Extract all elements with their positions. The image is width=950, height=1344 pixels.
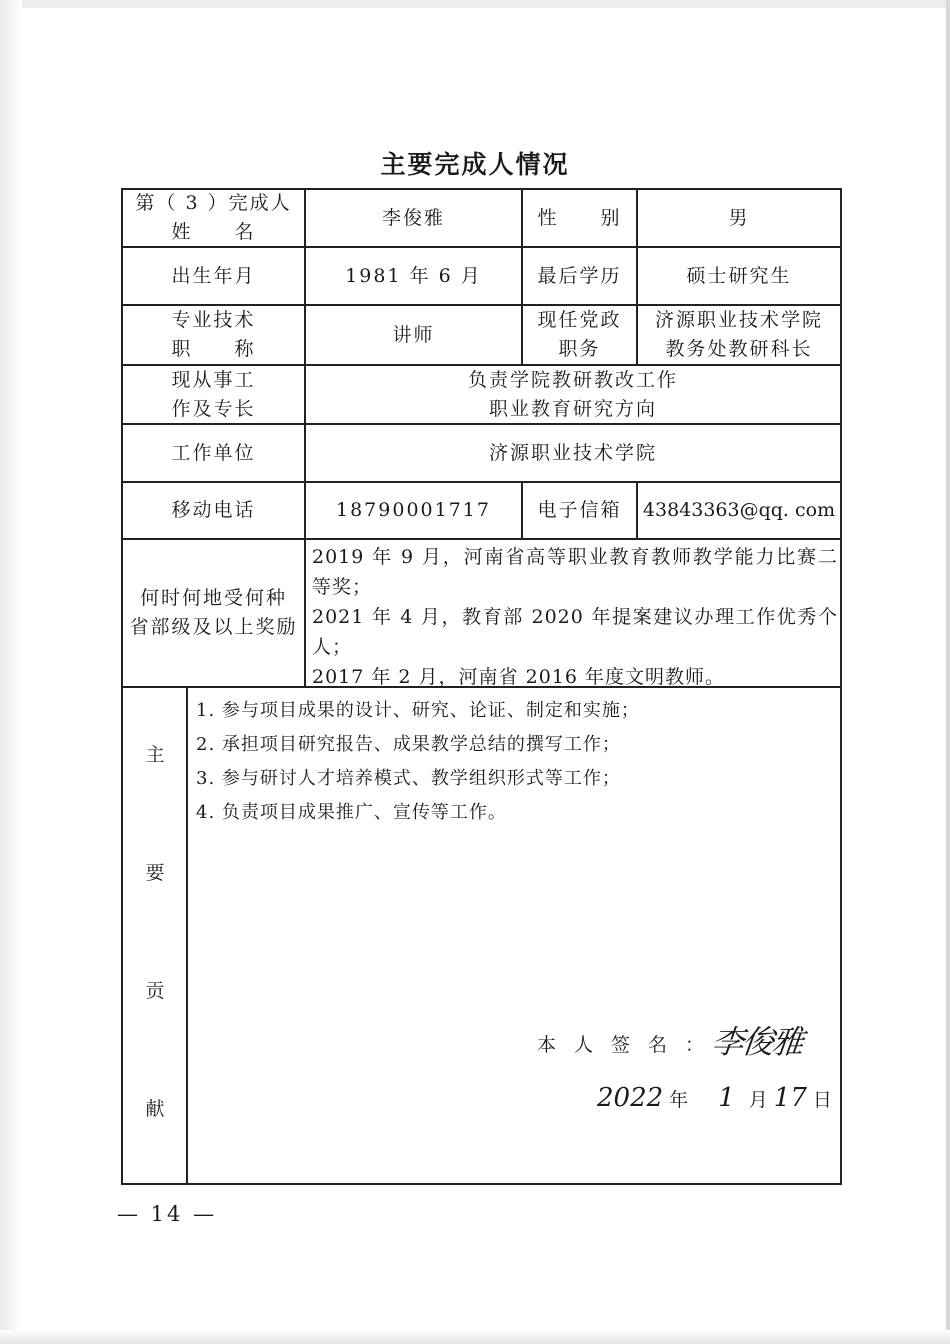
employer-label: 工作单位	[171, 441, 256, 464]
page-number: — 14 —	[117, 1202, 218, 1226]
position-label	[523, 306, 636, 364]
gender-value: 男	[728, 206, 750, 229]
email-value: 43843363@qq. com	[642, 499, 836, 521]
work-specialty-label-line1: 现从事工	[171, 368, 256, 391]
award-item: 2021 年 4 月，教育部 2020 年提案建议办理工作优秀个人；	[312, 606, 838, 658]
contribution-item: 3. 参与研讨人才培养模式、教学组织形式等工作；	[196, 768, 621, 789]
contribution-label-char: 献	[145, 1098, 165, 1120]
date-day: 17	[773, 1083, 807, 1113]
position-label-line1: 现任党政	[537, 309, 622, 331]
scan-edge-top	[0, 0, 950, 8]
position-value-line2: 教务处教研科长	[665, 338, 813, 360]
phone-value: 18790001717	[336, 499, 491, 521]
work-specialty-value-line1: 负责学院教研教改工作	[467, 368, 678, 391]
date-day-unit: 日	[812, 1089, 832, 1111]
work-specialty-label	[123, 366, 304, 423]
award-item: 2019 年 9 月，河南省高等职业教育教师教学能力比赛二等奖；	[312, 546, 838, 598]
awards-label-line2: 省部级及以上奖励	[129, 616, 298, 638]
date-month: 1	[718, 1083, 735, 1113]
education-label: 最后学历	[537, 264, 622, 287]
page-title: 主要完成人情况	[380, 150, 570, 179]
education-value: 硕士研究生	[686, 264, 792, 287]
signature-date	[597, 1083, 838, 1113]
position-label-line2: 职务	[558, 338, 601, 360]
rank-label: 第（ 3 ）完成人	[135, 192, 292, 214]
professional-title-label-line1: 专业技术	[171, 309, 256, 331]
contribution-label-char: 贡	[145, 980, 165, 1002]
contribution-item: 1. 参与项目成果的设计、研究、论证、制定和实施；	[196, 700, 640, 721]
signature-label: 本人签名：	[537, 1034, 723, 1056]
award-item: 2017 年 2 月，河南省 2016 年度文明教师。	[312, 666, 725, 688]
awards-label	[123, 540, 304, 686]
birth-value: 1981 年 6 月	[345, 264, 482, 287]
contribution-item: 4. 负责项目成果推广、宣传等工作。	[196, 802, 507, 823]
email-label: 电子信箱	[537, 499, 622, 521]
position-value	[638, 306, 840, 364]
date-year-unit: 年	[669, 1089, 689, 1111]
contribution-label-char: 主	[145, 744, 165, 766]
contribution-label-char: 要	[145, 862, 165, 884]
column-divider	[186, 686, 188, 1185]
name-value: 李俊雅	[381, 206, 445, 229]
date-year: 2022	[597, 1083, 664, 1113]
contribution-item: 2. 承担项目研究报告、成果教学总结的撰写工作；	[196, 734, 621, 755]
gender-label: 性 别	[537, 206, 622, 229]
scan-edge-right	[946, 0, 950, 1344]
handwritten-signature: 李俊雅	[709, 1023, 804, 1061]
work-specialty-value-line2: 职业教育研究方向	[488, 397, 657, 420]
name-label-cell	[123, 190, 304, 246]
awards-list	[312, 542, 838, 692]
employer-value: 济源职业技术学院	[488, 441, 657, 464]
phone-label: 移动电话	[171, 499, 256, 521]
position-value-line1: 济源职业技术学院	[654, 309, 823, 331]
contribution-list	[196, 694, 836, 830]
scan-edge-bottom	[0, 1330, 950, 1344]
professional-title-label-line2: 职 称	[171, 338, 256, 360]
professional-title-value: 讲师	[392, 323, 435, 346]
birth-label: 出生年月	[171, 264, 256, 287]
awards-label-line1: 何时何地受何种	[139, 587, 287, 609]
professional-title-label	[123, 306, 304, 364]
work-specialty-value	[306, 366, 840, 423]
scan-edge-left	[0, 0, 22, 1344]
name-label: 姓 名	[171, 221, 256, 243]
date-month-unit: 月	[748, 1089, 768, 1111]
work-specialty-label-line2: 作及专长	[171, 397, 256, 420]
